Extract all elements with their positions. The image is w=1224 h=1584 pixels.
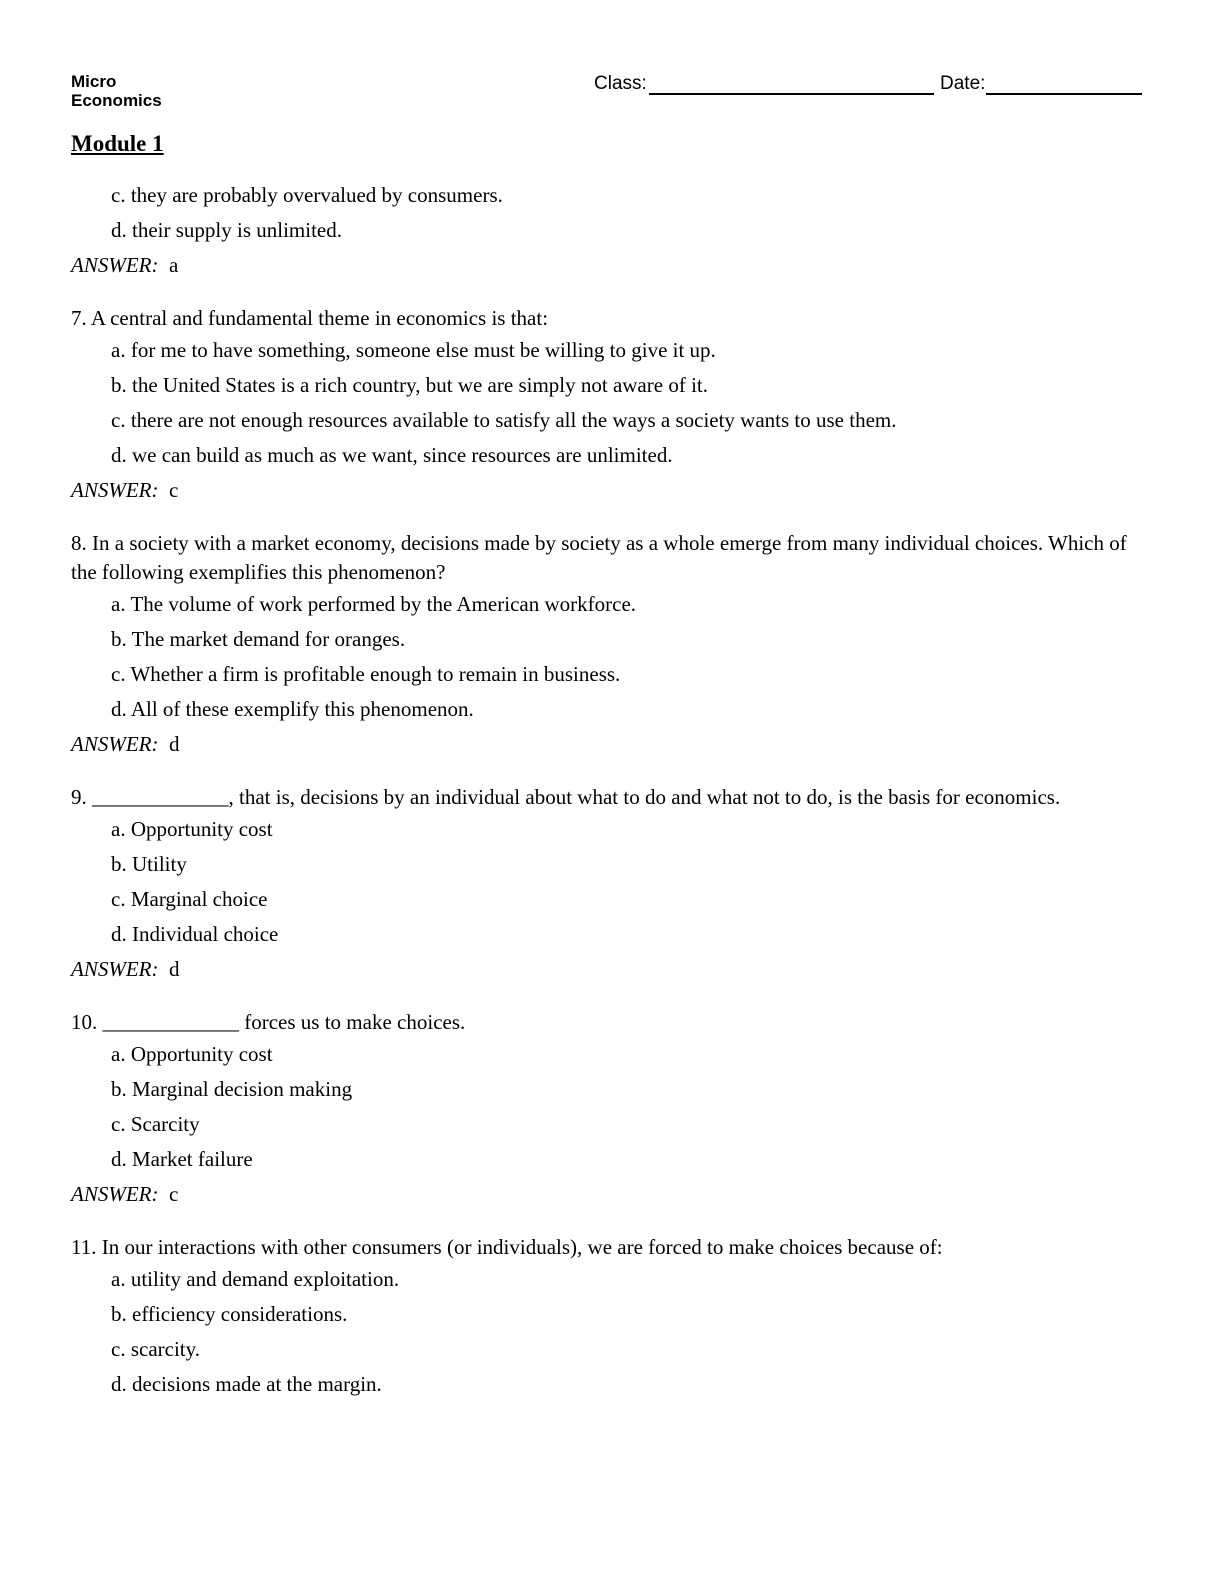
answer-value: d <box>168 732 180 756</box>
answer-value: a <box>168 253 179 277</box>
question-stem: 9. _____________, that is, decisions by an individual about what to do and what not to do, is the basis for economics. <box>71 785 1061 809</box>
answer-line <box>71 248 1146 283</box>
question-11 <box>71 1233 1146 1402</box>
answer-label: ANSWER: <box>71 253 159 277</box>
course-title-line2: Economics <box>71 91 162 110</box>
question-10 <box>71 1008 1146 1212</box>
course-title-line1: Micro <box>71 72 117 91</box>
option-d: d. Individual choice <box>111 922 279 946</box>
answer-value: c <box>168 1182 179 1206</box>
answer-label: ANSWER: <box>71 957 159 981</box>
answer-value: d <box>168 957 180 981</box>
option-d: d. All of these exemplify this phenomenon. <box>111 697 474 721</box>
question-stem: 10. _____________ forces us to make choices. <box>71 1010 466 1034</box>
question-7 <box>71 304 1146 508</box>
answer-label: ANSWER: <box>71 1182 159 1206</box>
option-b: b. Marginal decision making <box>111 1077 353 1101</box>
question-stem: 11. In our interactions with other consumers (or individuals), we are forced to make choices because of: <box>71 1235 943 1259</box>
option-c: c. there are not enough resources available to satisfy all the ways a society wants to use them. <box>111 408 897 432</box>
option-c: c. scarcity. <box>111 1337 201 1361</box>
question-stem: 8. In a society with a market economy, decisions made by society as a whole emerge from many individual choices. Which of the following exemplifies this phenomenon? <box>71 531 1127 584</box>
date-blank-line <box>986 93 1142 95</box>
answer-line <box>71 473 1146 508</box>
question-9 <box>71 783 1146 987</box>
question-6-continued <box>71 178 1146 283</box>
module-title: Module 1 <box>71 131 164 156</box>
option-a: a. The volume of work performed by the American workforce. <box>111 592 637 616</box>
option-d: d. decisions made at the margin. <box>111 1372 382 1396</box>
option-c: c. they are probably overvalued by consumers. <box>111 183 503 207</box>
answer-label: ANSWER: <box>71 478 159 502</box>
option-d: d. we can build as much as we want, since resources are unlimited. <box>111 443 673 467</box>
option-c: c. Scarcity <box>111 1112 200 1136</box>
option-b: b. The market demand for oranges. <box>111 627 406 651</box>
option-d: d. their supply is unlimited. <box>111 218 342 242</box>
course-title <box>71 72 162 110</box>
option-b: b. the United States is a rich country, but we are simply not aware of it. <box>111 373 708 397</box>
question-8 <box>71 529 1146 762</box>
option-d: d. Market failure <box>111 1147 253 1171</box>
answer-line <box>71 952 1146 987</box>
class-label: Class: <box>594 73 647 94</box>
option-a: a. Opportunity cost <box>111 1042 273 1066</box>
option-a: a. utility and demand exploitation. <box>111 1267 400 1291</box>
answer-value: c <box>168 478 179 502</box>
question-stem: 7. A central and fundamental theme in economics is that: <box>71 306 549 330</box>
option-b: b. efficiency considerations. <box>111 1302 348 1326</box>
answer-label: ANSWER: <box>71 732 159 756</box>
question-content <box>71 178 1146 1423</box>
class-blank-line <box>649 93 934 95</box>
option-a: a. for me to have something, someone else must be willing to give it up. <box>111 338 716 362</box>
answer-line <box>71 1177 1146 1212</box>
option-b: b. Utility <box>111 852 187 876</box>
date-label: Date: <box>940 73 986 94</box>
option-a: a. Opportunity cost <box>111 817 273 841</box>
answer-line <box>71 727 1146 762</box>
option-c: c. Marginal choice <box>111 887 268 911</box>
option-c: c. Whether a firm is profitable enough to remain in business. <box>111 662 621 686</box>
